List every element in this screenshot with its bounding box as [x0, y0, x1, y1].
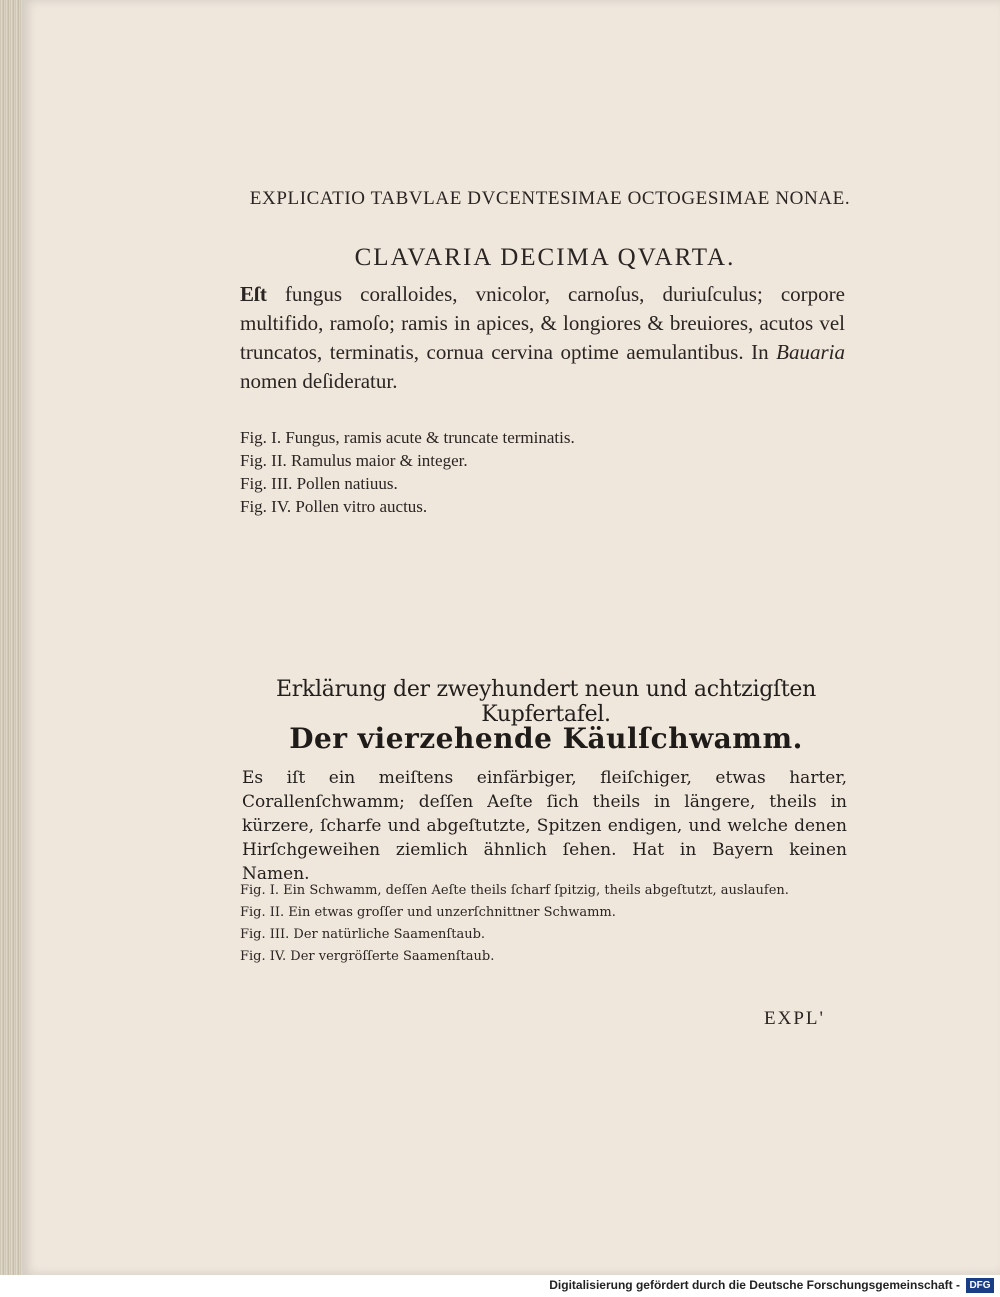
german-figure-caption: Fig. III. Der natürliche Saamenſtaub. [240, 927, 486, 942]
latin-figure-list [240, 426, 860, 518]
latin-description-place: Bauaria [776, 340, 845, 364]
latin-description-text-b: nomen deſideratur. [240, 369, 398, 393]
latin-species-heading: CLAVARIA DECIMA QVARTA. [354, 244, 736, 271]
german-plate-title: Erklärung der zweyhundert neun und achtzigſten Kupfertafel. [276, 677, 816, 727]
german-figure-caption: Fig. II. Ein etwas groſſer und unzerſchnittner Schwamm. [240, 905, 616, 920]
latin-figure-caption: Fig. III. Pollen natiuus. [240, 474, 398, 493]
footer-credit-text: Digitalisierung gefördert durch die Deutsche Forschungsgemeinschaft - [549, 1278, 960, 1292]
dfg-logo-icon: DFG [966, 1278, 994, 1293]
digitization-footer [0, 1275, 1000, 1297]
latin-description [240, 280, 845, 396]
german-figure-caption: Fig. IV. Der vergröſſerte Saamenſtaub. [240, 949, 495, 964]
latin-figure-caption: Fig. I. Fungus, ramis acute & truncate terminatis. [240, 428, 575, 447]
german-species-heading: Der vierzehende Käulſchwamm. [289, 722, 803, 755]
catchword: EXPL' [764, 1008, 825, 1029]
latin-figure-caption: Fig. II. Ramulus maior & integer. [240, 451, 468, 470]
latin-plate-title: EXPLICATIO TABVLAE DVCENTESIMAE OCTOGESIMAE NONAE. [249, 188, 851, 209]
latin-figure-caption: Fig. IV. Pollen vitro auctus. [240, 497, 428, 516]
german-description: Es iſt ein meiſtens einfärbiger, fleiſchiger, etwas harter, Corallenſchwamm; deſſen Aeſte ſich theils in längere, theils in kürzere, ſcharfe und abgeſtutzte, Spitzen endigen, und welche denen Hirſchgeweihen ziemlich ähnlich ſehen. Hat in Bayern keinen Namen. [242, 768, 847, 884]
german-figure-list [240, 880, 860, 968]
german-figure-caption: Fig. I. Ein Schwamm, deſſen Aeſte theils ſcharf ſpitzig, theils abgeſtutzt, auslaufen. [240, 883, 789, 898]
latin-initial-word: Eſt [240, 282, 267, 306]
latin-description-text-a: fungus coralloides, vnicolor, carnoſus, duriuſculus; corpore multifido, ramoſo; ramis in apices, & longiores & breuiores, acutos vel truncatos, terminatis, cornua cervina optime aemulantibus. In [240, 282, 845, 364]
